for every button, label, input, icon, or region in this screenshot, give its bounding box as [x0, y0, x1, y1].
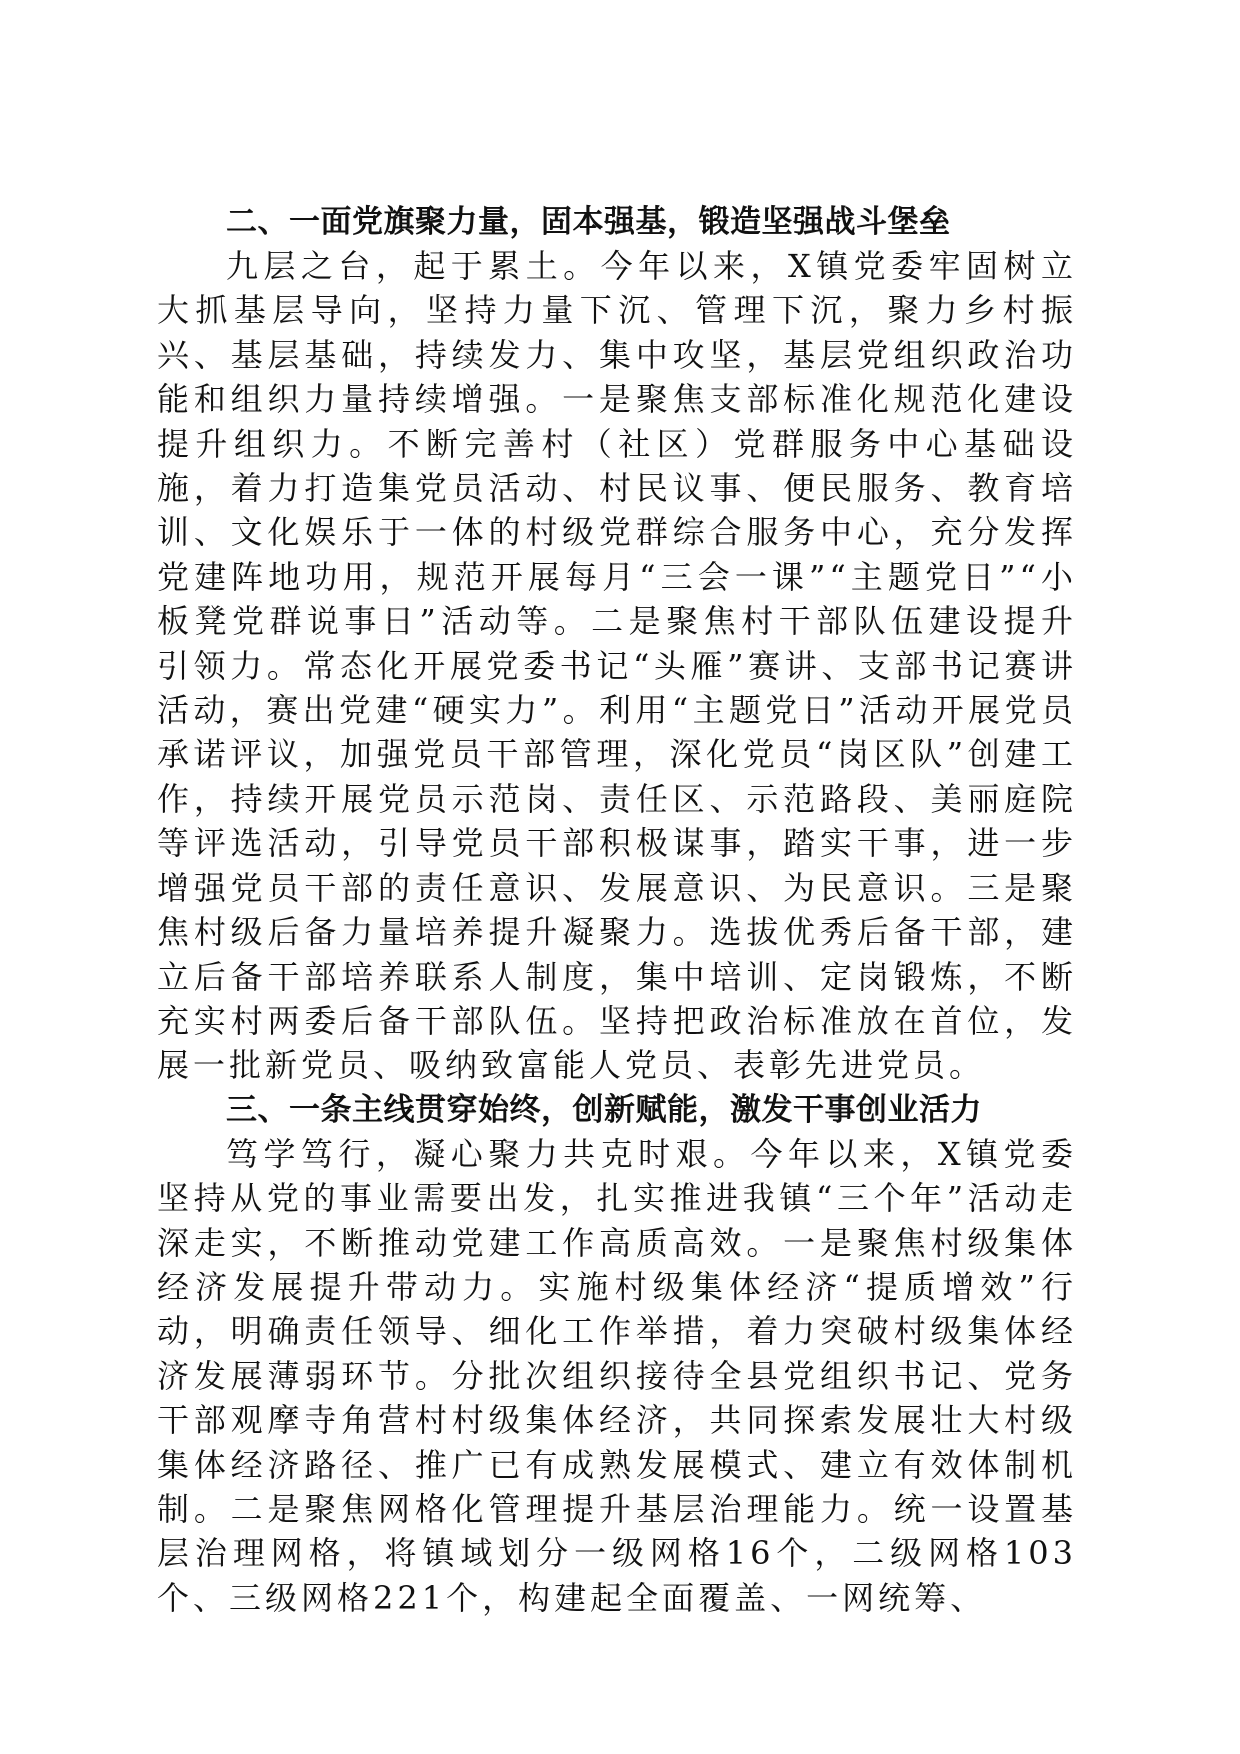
section-2-paragraph: 九层之台，起于累土。今年以来，X镇党委牢固树立大抓基层导向，坚持力量下沉、管理下沉，聚力乡村振兴、基层基础，持续发力、集中攻坚，基层党组织政治功能和组织力量持续增强。一是聚焦支部标准化规范化建设提升组织力。不断完善村（社区）党群服务中心基础设施，着力打造集党员活动、村民议事、便民服务、教育培训、文化娱乐于一体的村级党群综合服务中心，充分发挥党建阵地功用，规范开展每月“三会一课”“主题党日”“小板凳党群说事日”活动等。二是聚焦村干部队伍建设提升引领力。常态化开展党委书记“头雁”赛讲、支部书记赛讲活动，赛出党建“硬实力”。利用“主题党日”活动开展党员承诺评议，加强党员干部管理，深化党员“岗区队”创建工作，持续开展党员示范岗、责任区、示范路段、美丽庭院等评选活动，引导党员干部积极谋事，踏实干事，进一步增强党员干部的责任意识、发展意识、为民意识。三是聚焦村级后备力量培养提升凝聚力。选拔优秀后备干部，建立后备干部培养联系人制度，集中培训、定岗锻炼，不断充实村两委后备干部队伍。坚持把政治标准放在首位，发展一批新党员、吸纳致富能人党员、表彰先进党员。: [157, 247, 1077, 1085]
document-body: [157, 200, 1077, 1620]
section-3-paragraph: 笃学笃行，凝心聚力共克时艰。今年以来，X镇党委坚持从党的事业需要出发，扎实推进我镇“三个年”活动走深走实，不断推动党建工作高质高效。一是聚焦村级集体经济发展提升带动力。实施村级集体经济“提质增效”行动，明确责任领导、细化工作举措，着力突破村级集体经济发展薄弱环节。分批次组织接待全县党组织书记、党务干部观摩寺角营村村级集体经济，共同探索发展壮大村级集体经济路径、推广已有成熟发展模式、建立有效体制机制。二是聚焦网格化管理提升基层治理能力。统一设置基层治理网格，将镇域划分一级网格16个，二级网格103个、三级网格221个，构建起全面覆盖、一网统筹、: [157, 1134, 1077, 1617]
section-3-heading: 三、一条主线贯穿始终，创新赋能，激发干事创业活力: [226, 1091, 982, 1128]
section-2-heading: 二、一面党旗聚力量，固本强基，锻造坚强战斗堡垒: [226, 204, 951, 240]
